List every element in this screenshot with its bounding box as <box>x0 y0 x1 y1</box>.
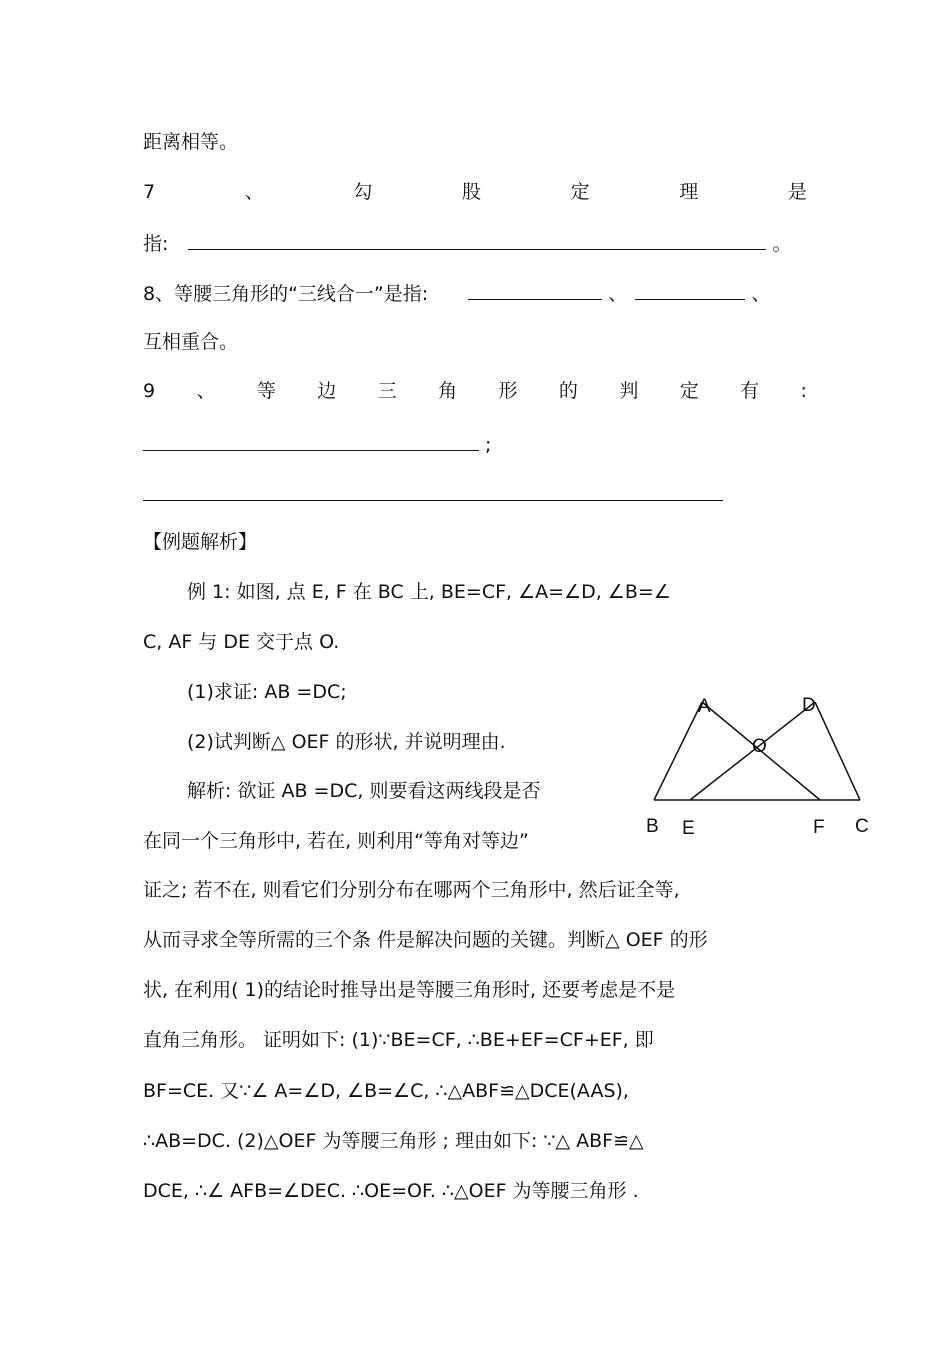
q7-char: 理 <box>679 181 699 203</box>
q8-blank-2[interactable] <box>635 281 745 300</box>
q9-char: 角 <box>438 380 458 402</box>
q7-prefix: 指: <box>143 233 169 255</box>
section-heading: 【例题解析】 <box>143 531 258 553</box>
q7-suffix: 。 <box>772 233 792 255</box>
q9-line1 <box>143 379 807 403</box>
label-o: O <box>752 736 767 757</box>
example-line-1: 例 1: 如图, 点 E, F 在 BC 上, BE=CF, ∠A=∠D, ∠B=∠ <box>187 581 671 603</box>
label-f: F <box>813 817 825 838</box>
q7-answer-blank[interactable] <box>188 231 766 250</box>
q8-prefix: 8、等腰三角形的“三线合一”是指: <box>143 283 429 305</box>
label-e: E <box>682 818 695 839</box>
example-line-2: C, AF 与 DE 交于点 O. <box>143 631 340 653</box>
example-question-2: (2)试判断△ OEF 的形状, 并说明理由. <box>187 731 506 753</box>
label-d: D <box>802 695 816 716</box>
analysis-line-3: 证之; 若不在, 则看它们分别分布在哪两个三角形中, 然后证全等, <box>143 879 680 901</box>
q7-char: 定 <box>570 181 590 203</box>
analysis-line-8: ∴AB=DC. (2)△OEF 为等腰三角形 ; 理由如下: ∵△ ABF≌△ <box>143 1130 644 1152</box>
segment-ab <box>654 702 702 800</box>
q6-text: 距离相等。 <box>143 131 239 153</box>
q8-sep-2: 、 <box>751 283 771 305</box>
q9-char: 有 <box>740 380 760 402</box>
q9-line2 <box>143 432 491 457</box>
q7-line1 <box>143 180 807 204</box>
q9-char: 形 <box>498 380 518 402</box>
q9-char: 等 <box>256 380 276 402</box>
q9-char: 的 <box>558 380 578 402</box>
q7-char: 勾 <box>353 181 373 203</box>
q9-char: 定 <box>679 380 699 402</box>
q9-char: 边 <box>317 380 337 402</box>
q9-char: 判 <box>619 380 639 402</box>
q8-blank-1[interactable] <box>468 281 602 300</box>
q8-sep-1: 、 <box>608 283 628 305</box>
q9-semicolon: ; <box>485 434 492 456</box>
q7-char: 7 <box>143 181 156 203</box>
q8-line1 <box>143 281 770 306</box>
q7-line2 <box>143 231 792 256</box>
q9-char: : <box>800 380 807 402</box>
analysis-line-5: 状, 在利用( 1)的结论时推导出是等腰三角形时, 还要考虑是不是 <box>143 979 676 1001</box>
geometry-figure <box>630 680 890 850</box>
q8-line2: 互相重合。 <box>143 331 239 353</box>
q9-blank-1[interactable] <box>143 432 479 451</box>
q7-char: 股 <box>462 181 482 203</box>
analysis-line-6: 直角三角形。 证明如下: (1)∵BE=CF, ∴BE+EF=CF+EF, 即 <box>143 1029 654 1051</box>
q9-blank-2[interactable] <box>143 500 723 501</box>
label-a: A <box>698 696 711 717</box>
analysis-line-4: 从而寻求全等所需的三个条 件是解决问题的关键。判断△ OEF 的形 <box>143 929 708 951</box>
segment-dc <box>815 702 860 800</box>
q7-char: 、 <box>244 181 264 203</box>
analysis-line-2: 在同一个三角形中, 若在, 则利用“等角对等边” <box>143 830 529 852</box>
q9-char: 9 <box>143 380 156 402</box>
analysis-line-7: BF=CE. 又∵∠ A=∠D, ∠B=∠C, ∴△ABF≌△DCE(AAS), <box>143 1080 629 1102</box>
analysis-line-1: 解析: 欲证 AB =DC, 则要看这两线段是否 <box>187 780 541 802</box>
analysis-line-9: DCE, ∴∠ AFB=∠DEC. ∴OE=OF. ∴△OEF 为等腰三角形 . <box>143 1180 639 1202</box>
q7-char: 是 <box>787 181 807 203</box>
q9-char: 三 <box>377 380 397 402</box>
label-c: C <box>855 816 869 837</box>
label-b: B <box>646 816 659 837</box>
q9-char: 、 <box>196 380 216 402</box>
example-question-1: (1)求证: AB =DC; <box>187 681 347 703</box>
